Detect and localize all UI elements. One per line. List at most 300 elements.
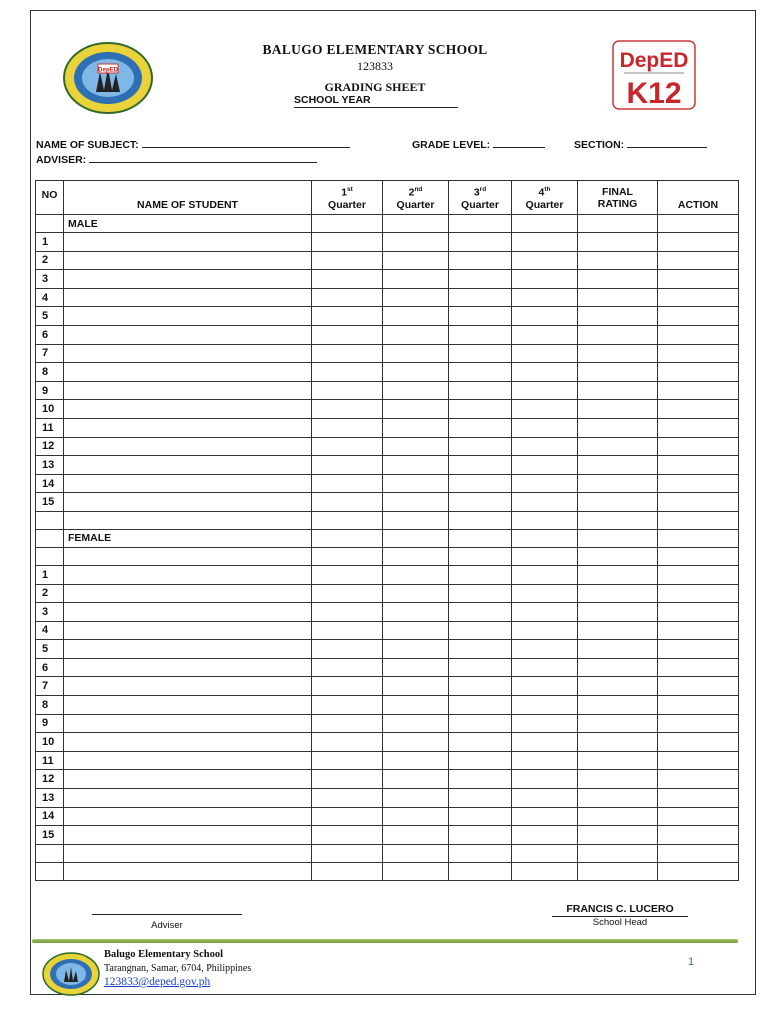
- grade-cell[interactable]: [312, 584, 383, 603]
- student-row: [36, 677, 739, 696]
- grading-table: [35, 180, 739, 881]
- row-number: [36, 215, 64, 233]
- grade-cell[interactable]: [658, 233, 739, 252]
- grade-cell[interactable]: [578, 307, 658, 326]
- grade-cell[interactable]: [512, 677, 578, 696]
- grade-cell[interactable]: [449, 363, 512, 382]
- grade-cell[interactable]: [658, 640, 739, 659]
- grade-cell[interactable]: [312, 418, 383, 437]
- grade-cell[interactable]: [383, 307, 449, 326]
- grade-cell[interactable]: [512, 307, 578, 326]
- grade-cell[interactable]: [512, 529, 578, 547]
- grade-cell[interactable]: [449, 770, 512, 789]
- grade-cell[interactable]: [449, 233, 512, 252]
- grade-cell[interactable]: [312, 640, 383, 659]
- grade-cell[interactable]: [658, 844, 739, 862]
- grade-cell[interactable]: [449, 640, 512, 659]
- student-name-cell[interactable]: [64, 621, 312, 640]
- student-name-cell[interactable]: [64, 418, 312, 437]
- svg-text:DepED: DepED: [619, 49, 689, 72]
- grade-cell[interactable]: [449, 437, 512, 456]
- grade-cell[interactable]: [312, 344, 383, 363]
- grade-cell[interactable]: [449, 789, 512, 808]
- grade-cell[interactable]: [578, 325, 658, 344]
- student-name-cell[interactable]: [64, 511, 312, 529]
- row-number: [36, 547, 64, 565]
- grade-cell[interactable]: [312, 677, 383, 696]
- grade-cell[interactable]: [383, 584, 449, 603]
- grade-cell[interactable]: [449, 251, 512, 270]
- grade-cell[interactable]: [449, 381, 512, 400]
- grade-cell[interactable]: [449, 844, 512, 862]
- grade-level-field[interactable]: [412, 137, 545, 151]
- grade-cell[interactable]: [658, 714, 739, 733]
- grade-cell[interactable]: [512, 547, 578, 565]
- grade-cell[interactable]: [658, 215, 739, 233]
- grade-cell[interactable]: [578, 751, 658, 770]
- grade-cell[interactable]: [658, 677, 739, 696]
- grade-cell[interactable]: [312, 215, 383, 233]
- grade-cell[interactable]: [383, 215, 449, 233]
- student-name-cell[interactable]: [64, 826, 312, 845]
- grade-cell[interactable]: [578, 862, 658, 880]
- adviser-blank[interactable]: [89, 152, 317, 163]
- student-row: [36, 696, 739, 715]
- grade-cell[interactable]: [449, 677, 512, 696]
- school-name: BALUGO ELEMENTARY SCHOOL: [262, 42, 488, 57]
- grade-cell[interactable]: [383, 400, 449, 419]
- grade-cell[interactable]: [312, 844, 383, 862]
- grade-cell[interactable]: [312, 493, 383, 512]
- grade-cell[interactable]: [578, 640, 658, 659]
- student-name-cell[interactable]: [64, 807, 312, 826]
- student-name-cell[interactable]: [64, 770, 312, 789]
- grade-cell[interactable]: [383, 826, 449, 845]
- student-row: [36, 770, 739, 789]
- grade-cell[interactable]: [512, 251, 578, 270]
- grade-cell[interactable]: [383, 696, 449, 715]
- grade-cell[interactable]: [658, 696, 739, 715]
- grade-cell[interactable]: [658, 565, 739, 584]
- grade-cell[interactable]: [578, 474, 658, 493]
- grade-level-blank[interactable]: [493, 137, 545, 148]
- student-row: [36, 826, 739, 845]
- grade-cell[interactable]: [383, 437, 449, 456]
- grade-cell[interactable]: [383, 529, 449, 547]
- row-number: 7: [36, 677, 64, 696]
- grade-cell[interactable]: [312, 733, 383, 752]
- student-name-cell[interactable]: [64, 565, 312, 584]
- grade-cell[interactable]: [578, 658, 658, 677]
- student-name-cell[interactable]: [64, 437, 312, 456]
- grade-cell[interactable]: [512, 233, 578, 252]
- grade-cell[interactable]: [658, 529, 739, 547]
- grade-cell[interactable]: [578, 344, 658, 363]
- student-name-cell[interactable]: [64, 344, 312, 363]
- grade-cell[interactable]: [578, 844, 658, 862]
- grade-cell[interactable]: [578, 696, 658, 715]
- grade-cell[interactable]: [312, 714, 383, 733]
- grade-cell[interactable]: [383, 547, 449, 565]
- grade-cell[interactable]: [449, 565, 512, 584]
- grade-cell[interactable]: [383, 714, 449, 733]
- grade-cell[interactable]: [658, 418, 739, 437]
- grade-cell[interactable]: [658, 511, 739, 529]
- grade-cell[interactable]: [383, 565, 449, 584]
- grade-cell[interactable]: [383, 251, 449, 270]
- grade-cell[interactable]: [578, 215, 658, 233]
- grade-cell[interactable]: [449, 270, 512, 289]
- school-year-field[interactable]: SCHOOL YEAR: [294, 94, 458, 108]
- grade-cell[interactable]: [512, 215, 578, 233]
- grade-cell[interactable]: [383, 363, 449, 382]
- row-number: 1: [36, 565, 64, 584]
- grade-cell[interactable]: [312, 862, 383, 880]
- grade-cell[interactable]: [449, 547, 512, 565]
- grade-cell[interactable]: [658, 400, 739, 419]
- grade-cell[interactable]: [578, 233, 658, 252]
- grade-cell[interactable]: [312, 770, 383, 789]
- grade-cell[interactable]: [578, 789, 658, 808]
- student-name-cell[interactable]: [64, 400, 312, 419]
- student-name-cell[interactable]: [64, 363, 312, 382]
- grade-cell[interactable]: [512, 696, 578, 715]
- row-number: 13: [36, 456, 64, 475]
- grade-cell[interactable]: [512, 844, 578, 862]
- grade-cell[interactable]: [449, 493, 512, 512]
- student-name-cell[interactable]: [64, 640, 312, 659]
- grade-cell[interactable]: [449, 714, 512, 733]
- grade-cell[interactable]: [578, 381, 658, 400]
- grade-cell[interactable]: [449, 603, 512, 622]
- grade-cell[interactable]: [658, 862, 739, 880]
- grade-cell[interactable]: [449, 418, 512, 437]
- grade-cell[interactable]: [512, 493, 578, 512]
- student-name-cell[interactable]: [64, 307, 312, 326]
- student-name-cell[interactable]: [64, 658, 312, 677]
- grade-level-label: GRADE LEVEL:: [412, 139, 491, 151]
- grade-cell[interactable]: [383, 270, 449, 289]
- row-number: 15: [36, 493, 64, 512]
- grade-cell[interactable]: [383, 603, 449, 622]
- grade-cell[interactable]: [578, 733, 658, 752]
- row-number: 6: [36, 325, 64, 344]
- grade-cell[interactable]: [312, 621, 383, 640]
- grade-cell[interactable]: [658, 584, 739, 603]
- grade-cell[interactable]: [578, 807, 658, 826]
- grade-cell[interactable]: [383, 288, 449, 307]
- grade-cell[interactable]: [658, 826, 739, 845]
- grade-cell[interactable]: [512, 826, 578, 845]
- col-name-header: NAME OF STUDENT: [64, 181, 312, 215]
- grade-cell[interactable]: [383, 658, 449, 677]
- grade-cell[interactable]: [578, 565, 658, 584]
- grade-cell[interactable]: [383, 474, 449, 493]
- grade-cell[interactable]: [312, 565, 383, 584]
- adviser-signature-line[interactable]: [92, 914, 242, 915]
- grade-cell[interactable]: [512, 437, 578, 456]
- grade-cell[interactable]: [312, 456, 383, 475]
- grade-cell[interactable]: [578, 511, 658, 529]
- grade-cell[interactable]: [449, 751, 512, 770]
- grade-cell[interactable]: [512, 381, 578, 400]
- grade-cell[interactable]: [312, 325, 383, 344]
- footer-email-link[interactable]: 123833@deped.gov.ph: [104, 976, 211, 988]
- grade-cell[interactable]: [449, 621, 512, 640]
- grade-cell[interactable]: [658, 751, 739, 770]
- grade-cell[interactable]: [578, 270, 658, 289]
- grade-cell[interactable]: [383, 677, 449, 696]
- grade-cell[interactable]: [383, 807, 449, 826]
- grade-cell[interactable]: [578, 363, 658, 382]
- student-name-cell[interactable]: [64, 547, 312, 565]
- grade-cell[interactable]: [312, 658, 383, 677]
- grade-cell[interactable]: [312, 474, 383, 493]
- student-name-cell[interactable]: [64, 493, 312, 512]
- grade-cell[interactable]: [383, 640, 449, 659]
- grade-cell[interactable]: [578, 677, 658, 696]
- grade-cell[interactable]: [449, 696, 512, 715]
- grade-cell[interactable]: [658, 807, 739, 826]
- grade-cell[interactable]: [449, 529, 512, 547]
- grade-cell[interactable]: [578, 493, 658, 512]
- student-name-cell[interactable]: [64, 456, 312, 475]
- grade-cell[interactable]: [578, 547, 658, 565]
- grade-cell[interactable]: [312, 603, 383, 622]
- adviser-field[interactable]: [36, 152, 317, 166]
- student-name-cell[interactable]: [64, 288, 312, 307]
- grade-cell[interactable]: [312, 381, 383, 400]
- grade-cell[interactable]: [658, 251, 739, 270]
- grade-cell[interactable]: [383, 233, 449, 252]
- grade-cell[interactable]: [512, 474, 578, 493]
- row-number: 6: [36, 658, 64, 677]
- grade-cell[interactable]: [658, 307, 739, 326]
- grade-cell[interactable]: [449, 288, 512, 307]
- grade-cell[interactable]: [512, 733, 578, 752]
- grade-cell[interactable]: [383, 456, 449, 475]
- grade-cell[interactable]: [658, 603, 739, 622]
- grade-cell[interactable]: [383, 493, 449, 512]
- grade-cell[interactable]: [312, 400, 383, 419]
- grade-cell[interactable]: [512, 621, 578, 640]
- grade-cell[interactable]: [512, 751, 578, 770]
- student-name-cell[interactable]: [64, 233, 312, 252]
- grade-cell[interactable]: [578, 529, 658, 547]
- spacer-row: [36, 547, 739, 565]
- grade-cell[interactable]: [383, 770, 449, 789]
- grade-cell[interactable]: [449, 807, 512, 826]
- grade-cell[interactable]: [312, 233, 383, 252]
- grade-cell[interactable]: [449, 215, 512, 233]
- grade-cell[interactable]: [312, 789, 383, 808]
- grade-cell[interactable]: [312, 826, 383, 845]
- grade-cell[interactable]: [578, 621, 658, 640]
- grade-cell[interactable]: [512, 344, 578, 363]
- grade-cell[interactable]: [449, 307, 512, 326]
- grade-cell[interactable]: [383, 511, 449, 529]
- grade-cell[interactable]: [578, 400, 658, 419]
- row-number: 4: [36, 621, 64, 640]
- grade-cell[interactable]: [512, 363, 578, 382]
- grade-cell[interactable]: [578, 437, 658, 456]
- grade-cell[interactable]: [449, 862, 512, 880]
- grade-cell[interactable]: [658, 363, 739, 382]
- grade-cell[interactable]: [578, 584, 658, 603]
- grade-cell[interactable]: [449, 344, 512, 363]
- student-name-cell[interactable]: [64, 584, 312, 603]
- grade-cell[interactable]: [658, 270, 739, 289]
- grade-cell[interactable]: [383, 862, 449, 880]
- student-name-cell[interactable]: [64, 862, 312, 880]
- grade-cell[interactable]: [658, 437, 739, 456]
- grade-cell[interactable]: [658, 493, 739, 512]
- school-id: 123833: [357, 59, 393, 73]
- student-name-cell[interactable]: [64, 733, 312, 752]
- grade-cell[interactable]: [312, 288, 383, 307]
- grade-cell[interactable]: [658, 733, 739, 752]
- grade-cell[interactable]: [449, 658, 512, 677]
- grade-cell[interactable]: [512, 789, 578, 808]
- grade-cell[interactable]: [658, 325, 739, 344]
- grade-cell[interactable]: [383, 418, 449, 437]
- grade-cell[interactable]: [383, 789, 449, 808]
- grade-cell[interactable]: [658, 789, 739, 808]
- grade-cell[interactable]: [658, 621, 739, 640]
- spacer-row: [36, 511, 739, 529]
- grade-cell[interactable]: [578, 770, 658, 789]
- grade-cell[interactable]: [449, 511, 512, 529]
- grade-cell[interactable]: [512, 770, 578, 789]
- row-number: 9: [36, 714, 64, 733]
- school-head-title: School Head: [592, 917, 648, 928]
- grade-cell[interactable]: [578, 714, 658, 733]
- grade-cell[interactable]: [578, 288, 658, 307]
- grade-cell[interactable]: [512, 325, 578, 344]
- grade-cell[interactable]: [578, 456, 658, 475]
- row-number: 2: [36, 251, 64, 270]
- grade-cell[interactable]: [512, 862, 578, 880]
- grade-cell[interactable]: [578, 418, 658, 437]
- grade-cell[interactable]: [512, 270, 578, 289]
- grade-cell[interactable]: [383, 621, 449, 640]
- grade-cell[interactable]: [312, 251, 383, 270]
- student-name-cell[interactable]: [64, 325, 312, 344]
- grade-cell[interactable]: [449, 733, 512, 752]
- student-row: [36, 584, 739, 603]
- row-number: 11: [36, 751, 64, 770]
- section-blank[interactable]: [627, 137, 707, 148]
- grade-cell[interactable]: [512, 658, 578, 677]
- grade-cell[interactable]: [383, 751, 449, 770]
- student-name-cell[interactable]: [64, 474, 312, 493]
- student-name-cell[interactable]: [64, 751, 312, 770]
- grade-cell[interactable]: [312, 529, 383, 547]
- grade-cell[interactable]: [658, 288, 739, 307]
- footer-school-name: Balugo Elementary School: [104, 949, 224, 960]
- grade-cell[interactable]: [449, 826, 512, 845]
- grade-cell[interactable]: [658, 658, 739, 677]
- student-name-cell[interactable]: [64, 844, 312, 862]
- student-name-cell[interactable]: [64, 696, 312, 715]
- grade-cell[interactable]: [512, 511, 578, 529]
- deped-k12-logo: [612, 40, 696, 110]
- student-name-cell[interactable]: [64, 677, 312, 696]
- row-number: 13: [36, 789, 64, 808]
- row-number: [36, 862, 64, 880]
- student-row: [36, 363, 739, 382]
- grade-cell[interactable]: [658, 547, 739, 565]
- grade-cell[interactable]: [512, 640, 578, 659]
- row-number: 14: [36, 474, 64, 493]
- grade-cell[interactable]: [312, 696, 383, 715]
- grade-cell[interactable]: [658, 344, 739, 363]
- grade-cell[interactable]: [512, 714, 578, 733]
- section-field[interactable]: [574, 137, 707, 151]
- subject-label: NAME OF SUBJECT:: [36, 139, 139, 151]
- grade-cell[interactable]: [312, 363, 383, 382]
- grade-cell[interactable]: [578, 251, 658, 270]
- grade-cell[interactable]: [658, 456, 739, 475]
- student-row: [36, 474, 739, 493]
- grade-cell[interactable]: [383, 844, 449, 862]
- student-name-cell[interactable]: [64, 381, 312, 400]
- student-name-cell[interactable]: [64, 603, 312, 622]
- grade-cell[interactable]: [512, 418, 578, 437]
- grade-cell[interactable]: [383, 344, 449, 363]
- row-number: 3: [36, 603, 64, 622]
- grade-cell[interactable]: [312, 437, 383, 456]
- grade-cell[interactable]: [512, 603, 578, 622]
- grade-cell[interactable]: [312, 807, 383, 826]
- grade-cell[interactable]: [449, 325, 512, 344]
- grade-cell[interactable]: [512, 288, 578, 307]
- row-number: [36, 511, 64, 529]
- grade-cell[interactable]: [512, 456, 578, 475]
- grade-cell[interactable]: [578, 826, 658, 845]
- grade-cell[interactable]: [658, 770, 739, 789]
- grade-cell[interactable]: [383, 733, 449, 752]
- grade-cell[interactable]: [449, 456, 512, 475]
- subject-blank[interactable]: [142, 137, 350, 148]
- grade-cell[interactable]: [312, 270, 383, 289]
- grade-cell[interactable]: [383, 325, 449, 344]
- row-number: 11: [36, 418, 64, 437]
- grade-cell[interactable]: [512, 400, 578, 419]
- grade-cell[interactable]: [312, 751, 383, 770]
- grade-cell[interactable]: [512, 565, 578, 584]
- grade-cell[interactable]: [578, 603, 658, 622]
- student-name-cell[interactable]: [64, 270, 312, 289]
- grade-cell[interactable]: [312, 547, 383, 565]
- grade-cell[interactable]: [512, 807, 578, 826]
- grade-cell[interactable]: [658, 474, 739, 493]
- grade-cell[interactable]: [658, 381, 739, 400]
- svg-text:K12: K12: [626, 77, 682, 110]
- grade-cell[interactable]: [449, 584, 512, 603]
- grade-cell[interactable]: [449, 474, 512, 493]
- grade-cell[interactable]: [312, 511, 383, 529]
- grade-cell[interactable]: [512, 584, 578, 603]
- student-name-cell[interactable]: [64, 251, 312, 270]
- grade-cell[interactable]: [383, 381, 449, 400]
- student-name-cell[interactable]: [64, 714, 312, 733]
- grade-cell[interactable]: [449, 400, 512, 419]
- adviser-label: ADVISER:: [36, 154, 87, 166]
- subject-field[interactable]: [36, 137, 350, 151]
- student-name-cell[interactable]: [64, 789, 312, 808]
- grade-cell[interactable]: [312, 307, 383, 326]
